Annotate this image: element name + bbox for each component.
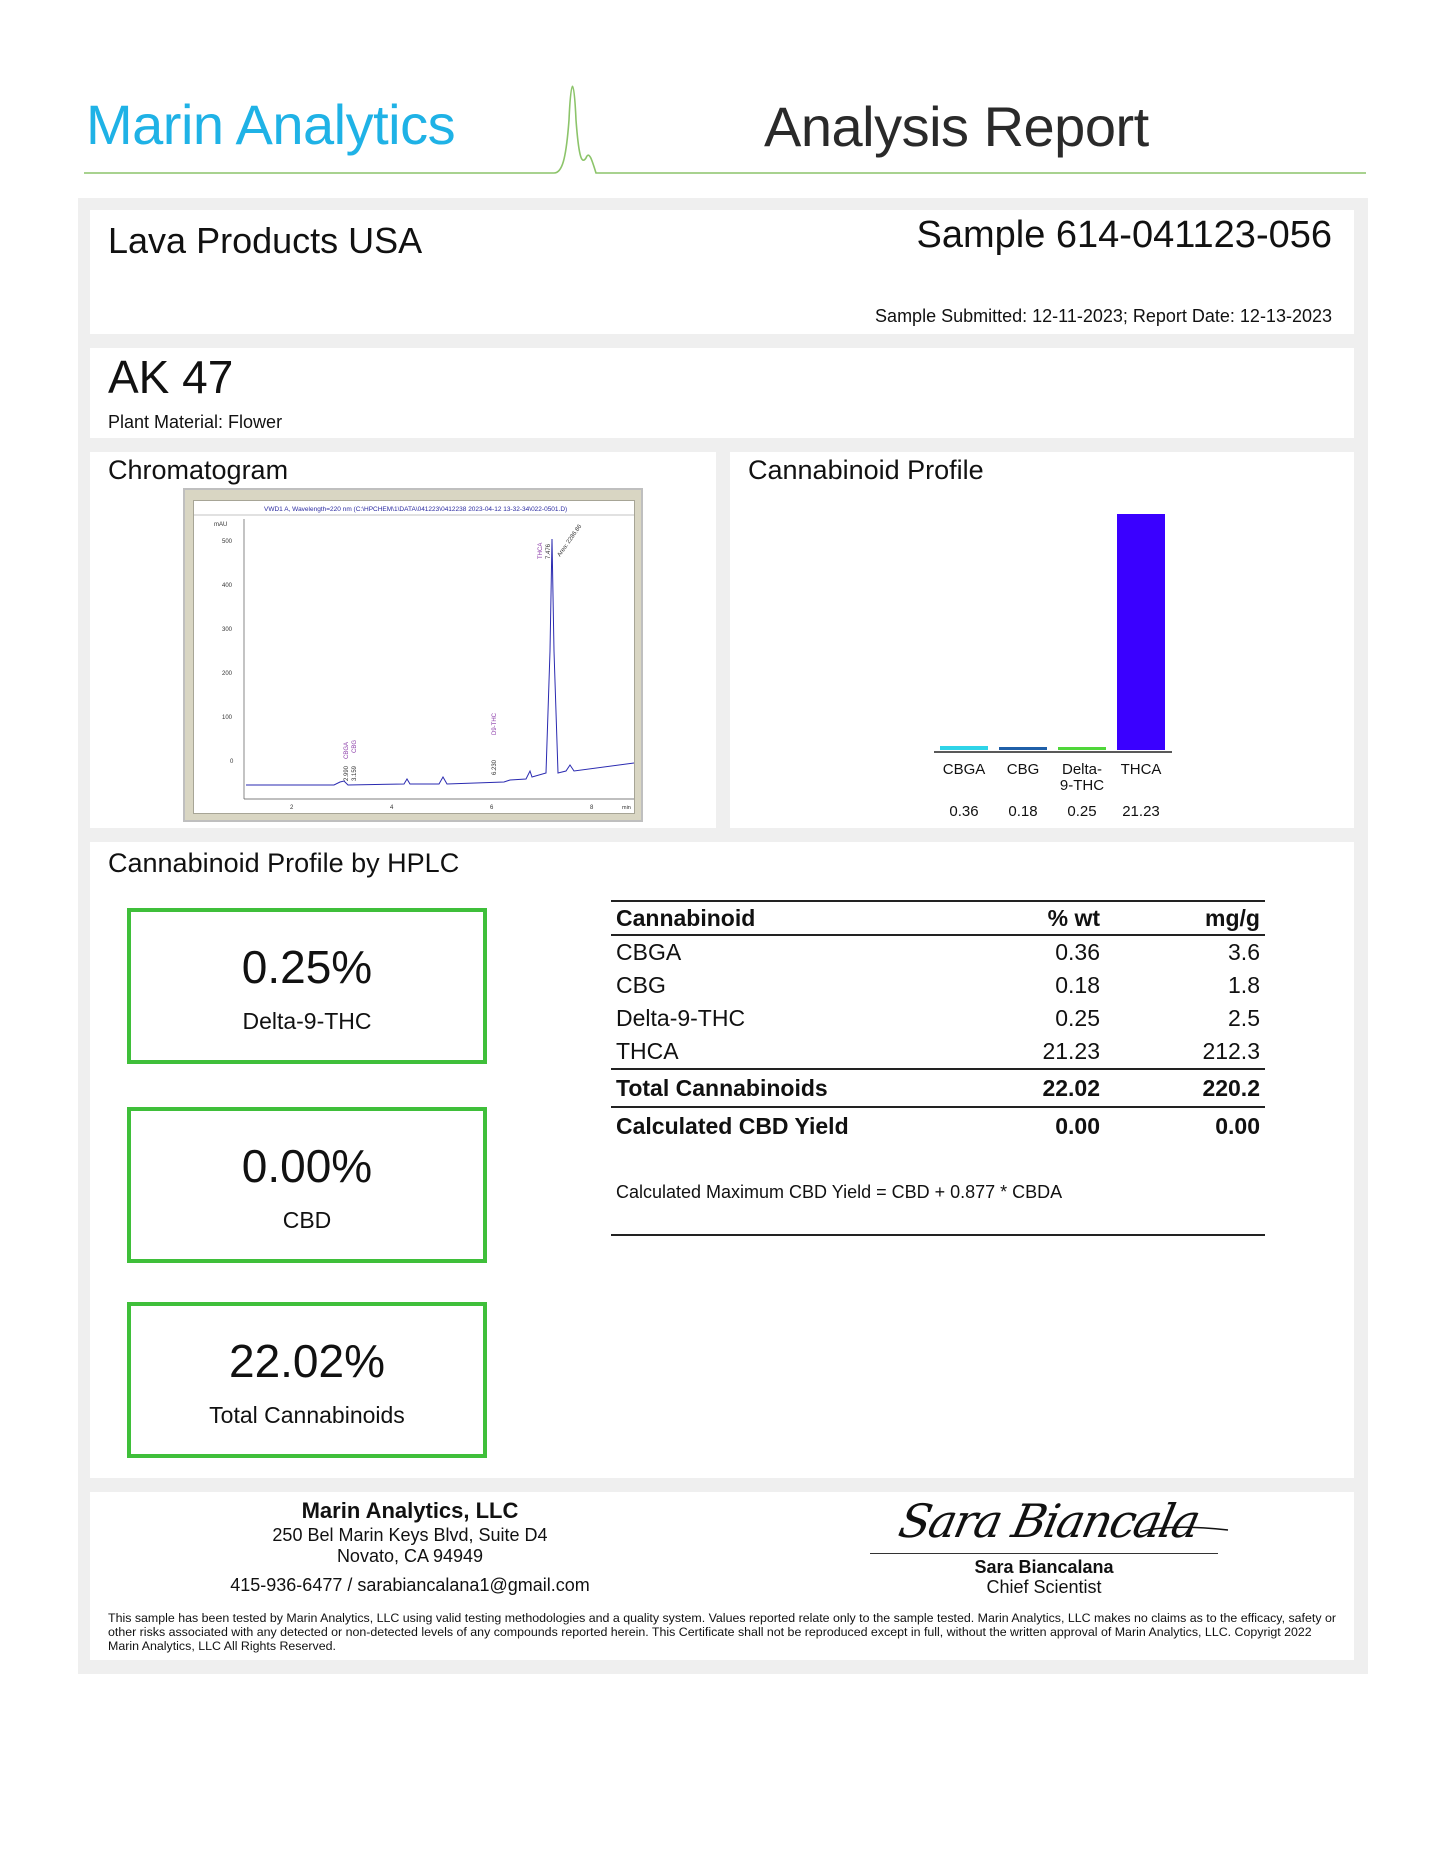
chrom-ytick: 400 <box>222 583 233 589</box>
plant-material: Plant Material: Flower <box>108 412 283 432</box>
chrom-xtick: 8 <box>590 805 594 811</box>
cell-mg: 0.00 <box>1105 1107 1265 1144</box>
category-label: THCA <box>1120 761 1162 778</box>
header-mg-g: mg/g <box>1105 901 1265 935</box>
stat-label: CBD <box>282 1207 332 1233</box>
company-name: Marin Analytics, LLC <box>301 1498 519 1523</box>
report-title: Analysis Report <box>764 95 1149 158</box>
chromatogram-title: Chromatogram <box>108 455 289 485</box>
chrom-xtick: 6 <box>490 805 494 811</box>
legal-disclaimer: This sample has been tested by Marin Analytics, LLC using valid testing methodologies and a quality system. Values reported relate only to the sample tested. Marin Analytics, LLC makes no claims as to the efficacy, safety or other risks associated with any detected or non-detected levels of any compounds reported herein. This Certificate shall not be reproduced except in full, without the written approval of Marin Analytics, LLC. Copyrigt 2022 Marin Analytics, LLC All Rights Reserved. <box>108 1611 1336 1653</box>
header-cannabinoid: Cannabinoid <box>611 901 925 935</box>
stat-value: 0.00% <box>241 1140 373 1192</box>
header-peak-line <box>84 170 1366 176</box>
cell-name: THCA <box>616 1038 679 1064</box>
sample-dates: Sample Submitted: 12-11-2023; Report Date: 12-13-2023 <box>875 306 1332 326</box>
chromatogram-image <box>183 488 643 822</box>
cell-pct: 21.23 <box>1042 1038 1100 1064</box>
category-label: 9-THC <box>1059 777 1105 794</box>
peak-label-thca: THCA <box>538 542 544 559</box>
company-address-line1: 250 Bel Marin Keys Blvd, Suite D4 <box>272 1525 548 1545</box>
chrom-ytick: 200 <box>222 671 233 677</box>
profile-bar-chart <box>930 500 1180 825</box>
table-row <box>611 1035 1265 1069</box>
value-label: 21.23 <box>1122 803 1160 820</box>
company-contact: 415-936-6477 / sarabiancalana1@gmail.com <box>230 1575 590 1595</box>
company-address-line2: Novato, CA 94949 <box>336 1546 484 1566</box>
signer-title: Chief Scientist <box>986 1577 1102 1597</box>
stat-card-cbd <box>127 1107 487 1263</box>
hplc-title: Cannabinoid Profile by HPLC <box>108 848 460 878</box>
chromatogram-plot <box>194 501 634 813</box>
chromatogram-unit: mAU <box>214 522 228 528</box>
cell-mg: 1.8 <box>1228 972 1260 998</box>
cell-pct: 0.18 <box>1055 972 1100 998</box>
cell-pct: 0.00 <box>925 1107 1105 1144</box>
chromatogram-peak-labels <box>344 523 584 781</box>
stat-value: 0.25% <box>241 941 373 993</box>
cannabinoid-table <box>611 900 1265 1144</box>
client-name: Lava Products USA <box>108 220 423 261</box>
cell-mg: 220.2 <box>1105 1069 1265 1107</box>
product-name: AK 47 <box>108 351 234 403</box>
header-pct-wt: % wt <box>925 901 1105 935</box>
chrom-xunit: min <box>622 805 631 811</box>
chrom-xtick: 4 <box>390 805 394 811</box>
peak-label-cbg: CBG <box>352 739 358 753</box>
cell-name: Delta-9-THC <box>616 1005 746 1031</box>
formula-divider <box>611 1234 1265 1236</box>
table-header-row <box>611 901 1265 935</box>
bar-delta-9-thc <box>1058 747 1106 750</box>
category-label: CBG <box>1006 761 1040 778</box>
cell-pct: 0.36 <box>1055 939 1100 965</box>
brand-name: Marin Analytics <box>86 93 456 156</box>
stat-label: Delta-9-THC <box>242 1008 372 1034</box>
chromatogram-y-axis <box>222 539 234 765</box>
cell-pct: 0.25 <box>1055 1005 1100 1031</box>
stat-card-delta9-thc <box>127 908 487 1064</box>
value-label: 0.25 <box>1067 803 1097 820</box>
peak-label-cbga: CBGA <box>344 741 350 759</box>
category-label: CBGA <box>942 761 986 778</box>
peak-rt-cbg: 3.159 <box>352 765 358 781</box>
chrom-ytick: 300 <box>222 627 233 633</box>
table-total-row <box>611 1069 1265 1107</box>
stat-label: Total Cannabinoids <box>209 1402 405 1428</box>
stat-card-total-cannabinoids <box>127 1302 487 1458</box>
bar-cbga <box>940 746 988 750</box>
signature: Sara Biancala <box>894 1494 1204 1548</box>
bar-thca <box>1117 514 1165 750</box>
signature-flourish <box>1140 1524 1230 1538</box>
cell-mg: 2.5 <box>1228 1005 1260 1031</box>
cell-mg: 3.6 <box>1228 939 1260 965</box>
cell-pct: 22.02 <box>925 1069 1105 1107</box>
chromatogram-x-axis <box>290 805 631 811</box>
stat-value: 22.02% <box>228 1335 385 1387</box>
table-yield-row <box>611 1107 1265 1144</box>
chromatogram-trace <box>246 539 634 785</box>
peak-rt-thca: 7.476 <box>546 543 552 559</box>
signature-line <box>870 1553 1218 1554</box>
cell-name: CBGA <box>616 939 682 965</box>
peak-rt-cbga: 2.990 <box>344 765 350 781</box>
cbd-yield-formula: Calculated Maximum CBD Yield = CBD + 0.877 * CBDA <box>616 1182 1063 1202</box>
cell-name: CBG <box>616 972 666 998</box>
table-row <box>611 935 1265 969</box>
category-label: Delta- <box>1061 761 1103 778</box>
chrom-ytick: 500 <box>222 539 233 545</box>
table-row <box>611 1002 1265 1035</box>
bar-cbg <box>999 747 1047 750</box>
value-label: 0.36 <box>949 803 979 820</box>
chrom-xtick: 2 <box>290 805 294 811</box>
cell-name: Total Cannabinoids <box>611 1069 925 1107</box>
profile-chart-title: Cannabinoid Profile <box>748 455 984 485</box>
chrom-ytick: 100 <box>222 715 233 721</box>
chromatogram-caption: VWD1 A, Wavelength=220 nm (C:\HPCHEM\1\DATA\041223\0412238 2023-04-12 13-32-34\022-0501.D) <box>264 506 568 513</box>
table-row <box>611 969 1265 1002</box>
signer-name: Sara Biancalana <box>974 1557 1114 1577</box>
chrom-ytick: 0 <box>230 759 234 765</box>
sample-id: Sample 614-041123-056 <box>916 214 1332 256</box>
cell-mg: 212.3 <box>1202 1038 1260 1064</box>
peak-area-thca: Area: 2286.86 <box>556 523 584 559</box>
cell-name: Calculated CBD Yield <box>611 1107 925 1144</box>
peak-label-d9thc: D9-THC <box>492 713 498 735</box>
value-label: 0.18 <box>1008 803 1038 820</box>
peak-rt-d9thc: 6.230 <box>492 759 498 775</box>
